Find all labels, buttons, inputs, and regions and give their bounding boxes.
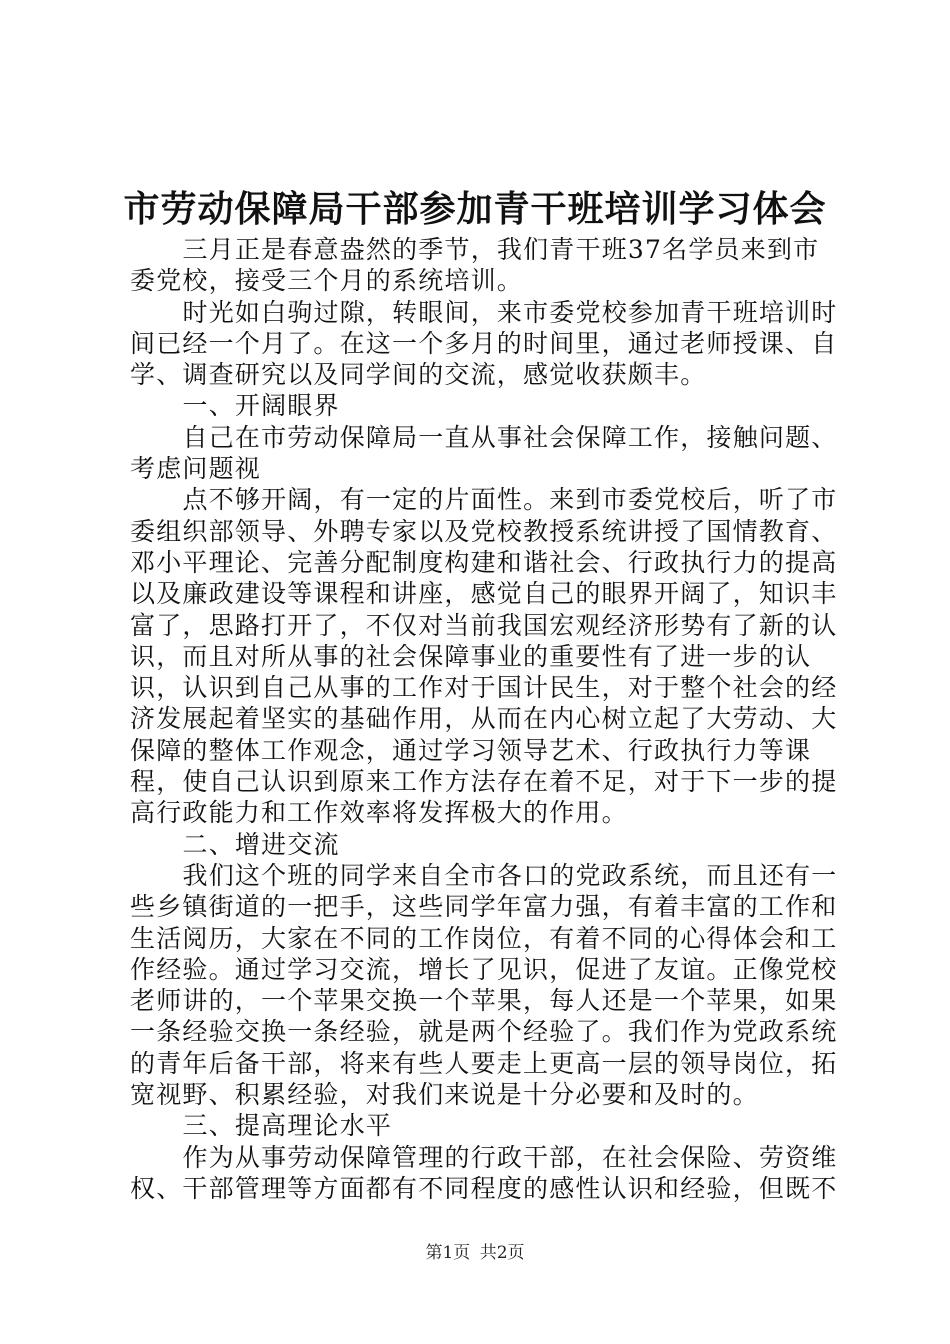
paragraph-section3: 作为从事劳动保障管理的行政干部，在社会保险、劳资维权、干部管理等方面都有不同程度的感性认识和经验，但既不 — [130, 1142, 838, 1203]
paragraph-section1-b: 点不够开阔，有一定的片面性。来到市委党校后，听了市委组织部领导、外聘专家以及党校教授系统讲授了国情教育、邓小平理论、完善分配制度构建和谐社会、行政执行力的提高以及廉政建设等课程和讲座，感觉自己的眼界开阔了，知识丰富了，思路打开了，不仅对当前我国宏观经济形势有了新的认识，而且对所从事的社会保障事业的重要性有了进一步的认识，认识到自己从事的工作对于国计民生，对于整个社会的经济发展起着坚实的基础作用，从而在内心树立起了大劳动、大保障的整体工作观念，通过学习领导艺术、行政执行力等课程，使自己认识到原来工作方法存在着不足，对于下一步的提高行政能力和工作效率将发挥极大的作用。 — [130, 485, 838, 828]
section-heading-1: 一、开阔眼界 — [182, 391, 340, 421]
section-heading-2: 二、增进交流 — [182, 829, 340, 859]
paragraph-intro: 三月正是春意盎然的季节，我们青干班37名学员来到市委党校，接受三个月的系统培训。 — [130, 235, 820, 296]
page-footer — [0, 1241, 950, 1265]
section-heading-3: 三、提高理论水平 — [182, 1111, 393, 1141]
paragraph-time: 时光如白驹过隙，转眼间，来市委党校参加青干班培训时间已经一个月了。在这一个多月的时间里，通过老师授课、自学、调查研究以及同学间的交流，感觉收获颇丰。 — [130, 297, 838, 390]
paragraph-section1-a: 自己在市劳动保障局一直从事社会保障工作，接触问题、考虑问题视 — [130, 422, 838, 484]
document-title: 市劳动保障局干部参加青干班培训学习体会 — [123, 188, 827, 230]
paragraph-section2: 我们这个班的同学来自全市各口的党政系统，而且还有一些乡镇街道的一把手，这些同学年富力强，有着丰富的工作和生活阅历，大家在不同的工作岗位，有着不同的心得体会和工作经验。通过学习交流，增长了见识，促进了友谊。正像党校老师讲的，一个苹果交换一个苹果，每人还是一个苹果，如果一条经验交换一条经验，就是两个经验了。我们作为党政系统的青年后备干部，将来有些人要走上更高一层的领导岗位，拓宽视野、积累经验，对我们来说是十分必要和及时的。 — [130, 860, 838, 1110]
document-body — [130, 234, 844, 1204]
page-number: 第1页 — [425, 1243, 471, 1263]
page-total: 共2页 — [479, 1243, 525, 1263]
